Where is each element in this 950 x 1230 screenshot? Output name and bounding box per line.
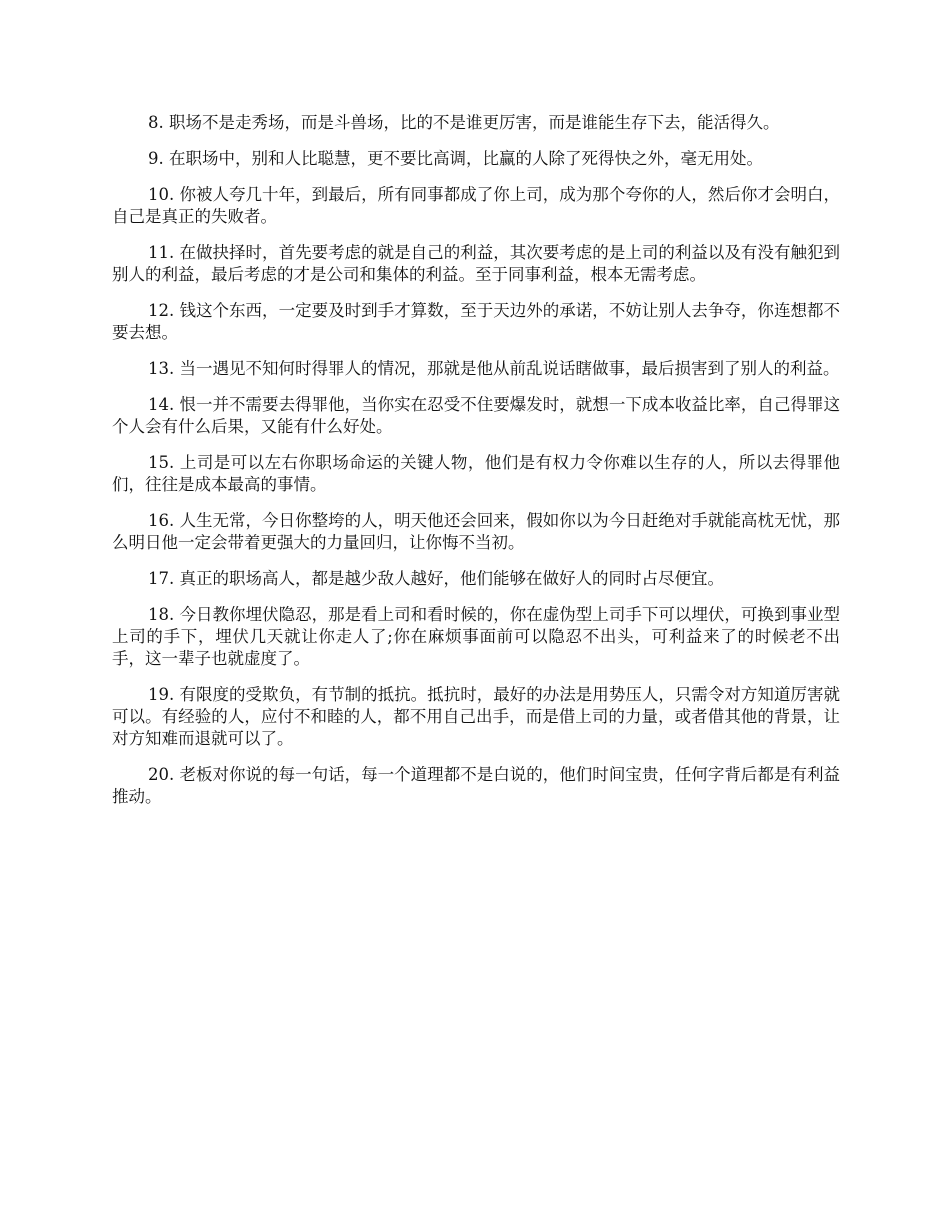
paragraph-10: 10. 你被人夸几十年，到最后，所有同事都成了你上司，成为那个夸你的人，然后你才会明白，自己是真正的失败者。 (112, 185, 840, 226)
paragraph-9: 9. 在职场中，别和人比聪慧，更不要比高调，比赢的人除了死得快之外，毫无用处。 (148, 149, 763, 168)
paragraph-18: 18. 今日教你埋伏隐忍，那是看上司和看时候的，你在虚伪型上司手下可以埋伏，可换到事业型上司的手下，埋伏几天就让你走人了;你在麻烦事面前可以隐忍不出头，可利益来了的时候老不出手，这一辈子也就虚度了。 (112, 605, 840, 668)
paragraph-19: 19. 有限度的受欺负，有节制的抵抗。抵抗时，最好的办法是用势压人，只需令对方知道厉害就可以。有经验的人，应付不和睦的人，都不用自己出手，而是借上司的力量，或者借其他的背景，让对方知难而退就可以了。 (112, 685, 840, 748)
paragraph-8: 8. 职场不是走秀场，而是斗兽场，比的不是谁更厉害，而是谁能生存下去，能活得久。 (148, 113, 780, 132)
paragraph-13: 13. 当一遇见不知何时得罪人的情况，那就是他从前乱说话瞎做事，最后损害到了别人的利益。 (148, 359, 840, 378)
paragraph-12: 12. 钱这个东西，一定要及时到手才算数，至于天边外的承诺，不妨让别人去争夺，你连想都不要去想。 (112, 301, 840, 342)
paragraph-17: 17. 真正的职场高人，都是越少敌人越好，他们能够在做好人的同时占尽便宜。 (148, 569, 724, 588)
paragraph-14: 14. 恨一并不需要去得罪他，当你实在忍受不住要爆发时，就想一下成本收益比率，自己得罪这个人会有什么后果，又能有什么好处。 (112, 395, 840, 436)
paragraph-16: 16. 人生无常，今日你整垮的人，明天他还会回来，假如你以为今日赶绝对手就能高枕无忧，那么明日他一定会带着更强大的力量回归，让你悔不当初。 (112, 511, 840, 552)
paragraph-11: 11. 在做抉择时，首先要考虑的就是自己的利益，其次要考虑的是上司的利益以及有没有触犯到别人的利益，最后考虑的才是公司和集体的利益。至于同事利益，根本无需考虑。 (112, 243, 840, 284)
paragraph-20: 20. 老板对你说的每一句话，每一个道理都不是白说的，他们时间宝贵，任何字背后都是有利益推动。 (112, 765, 840, 806)
document-body (112, 112, 840, 822)
paragraph-15: 15. 上司是可以左右你职场命运的关键人物，他们是有权力令你难以生存的人，所以去得罪他们，往往是成本最高的事情。 (112, 453, 840, 494)
